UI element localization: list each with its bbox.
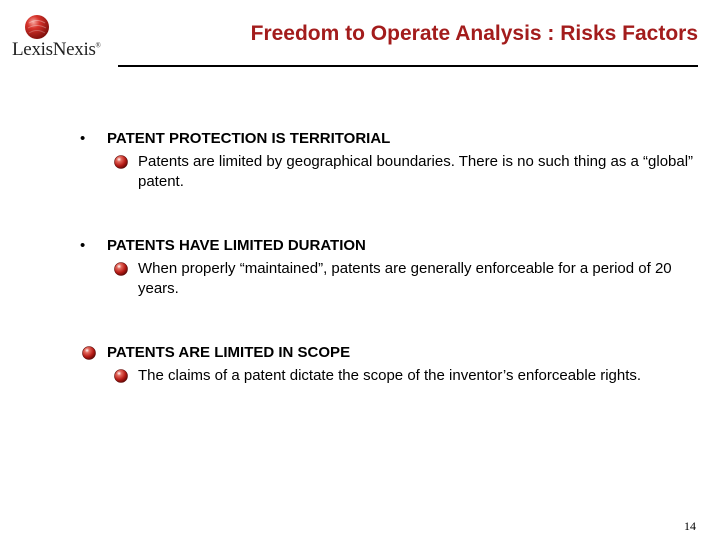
section-heading: PATENT PROTECTION IS TERRITORIAL <box>107 130 391 147</box>
red-ball-icon <box>81 345 97 361</box>
section-body: Patents are limited by geographical boundaries. There is no such thing as a “global” patent. <box>138 153 694 190</box>
bullet-dot: • <box>80 130 86 147</box>
section-territorial <box>76 130 706 192</box>
red-ball-icon <box>113 368 129 384</box>
bullet-dot: • <box>80 237 86 254</box>
section-body: The claims of a patent dictate the scope of the inventor’s enforceable rights. <box>138 367 642 384</box>
section-heading: PATENTS ARE LIMITED IN SCOPE <box>107 344 351 361</box>
section-scope <box>76 344 706 386</box>
page-number: 14 <box>684 519 696 533</box>
red-ball-icon <box>113 261 129 277</box>
section-duration <box>76 237 706 299</box>
logo-sphere-icon <box>24 14 50 40</box>
logo-wordmark: LexisNexis® <box>12 39 101 60</box>
red-ball-icon <box>113 154 129 170</box>
lexisnexis-logo <box>12 12 112 62</box>
slide-title: Freedom to Operate Analysis : Risks Factors <box>250 22 698 45</box>
title-divider <box>118 65 698 67</box>
section-heading: PATENTS HAVE LIMITED DURATION <box>107 237 366 254</box>
section-body: When properly “maintained”, patents are generally enforceable for a period of 20 years. <box>138 260 672 297</box>
